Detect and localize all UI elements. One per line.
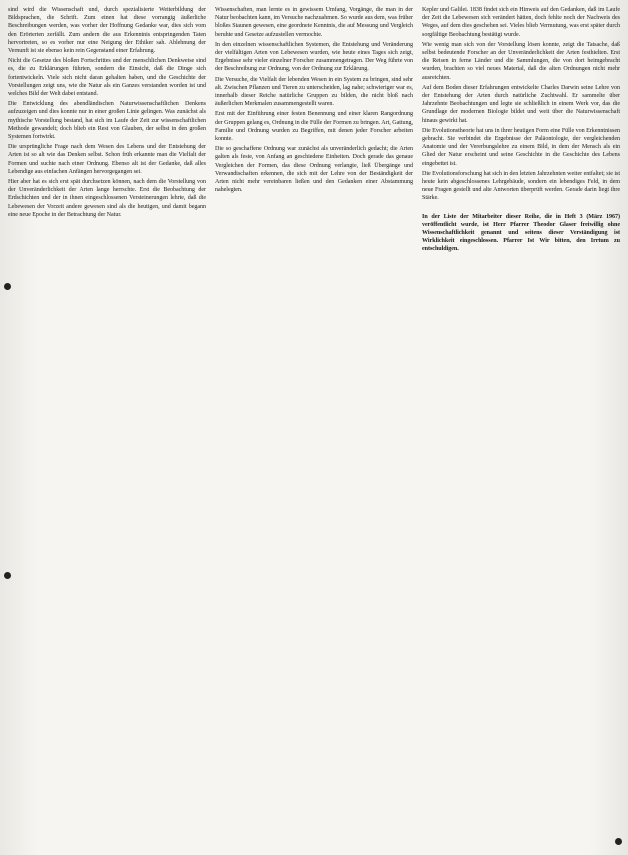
end-mark — [615, 838, 622, 845]
paragraph: Erst mit der Einführung einer festen Benennung und einer klaren Rangordnung der Gruppen gelang es, Ordnung in die Fülle der Formen zu bringen. Art, Gattung, Familie und Ordnung wurden zu Begriffen, mit denen jeder Forscher arbeiten konnte. — [215, 111, 413, 143]
punch-hole-mark — [4, 572, 11, 579]
paragraph: Wie wenig man sich von der Vorstellung lösen konnte, zeigt die Tatsache, daß selbst bedeutende Forscher an der Unveränderlichkeit der Arten festhielten. Erst die Reisen in ferne Länder und die Sammlungen, die von dort heimgebracht wurden, brachten so viel neues Material, daß die alten Ordnungen nicht mehr ausreichten. — [422, 41, 620, 81]
punch-hole-mark — [4, 283, 11, 290]
paragraph: Die Evolutionsforschung hat sich in den letzten Jahrzehnten weiter entfaltet; sie ist heute kein abgeschlossenes Lehrgebäude, sondern ein lebendiges Feld, in dem neue Fragen gestellt und alte Antworten überprüft werden. Gerade darin liegt ihre Stärke. — [422, 170, 620, 202]
paragraph: Die so geschaffene Ordnung war zunächst als unveränderlich gedacht; die Arten galten als feste, von Anfang an geschiedene Einheiten. Doch gerade das genaue Vergleichen der Formen, das diese Ordnung verlangte, ließ Übergänge und Verwandtschaften erkennen, die sich mit der Lehre von der Beständigkeit der Arten nicht mehr vereinbaren ließen und den Gedanken einer Abstammung nahelegten. — [215, 146, 413, 194]
correction-note: In der Liste der Mitarbeiter dieser Reihe, die in Heft 3 (März 1967) veröffentlicht wurde, ist Herr Pfarrer Theodor Glaser freiwillig ohne Wissenschaftlichkeit genannt und seitens dieser Verständigung ist Wirklichkeit eingeschlossen. Pfarrer Ist Wir bitten, den Irrtum zu entschuldigen. — [422, 213, 620, 253]
paragraph: Die Versuche, die Vielfalt der lebenden Wesen in ein System zu bringen, sind sehr alt. Zwischen Pflanzen und Tieren zu unterscheiden, lag nahe; schwieriger war es, innerhalb dieser Reiche natürliche Gruppen zu bilden, die nicht bloß nach äußerlichen Merkmalen zusammengestellt waren. — [215, 76, 413, 108]
paragraph: Auf dem Boden dieser Erfahrungen entwickelte Charles Darwin seine Lehre von der Entstehung der Arten durch natürliche Zuchtwahl. Er sammelte über Jahrzehnte Beobachtungen und legte sie schließlich in einem Werk vor, das die Grundlage der modernen Biologie bildet und weit über die Naturwissenschaft hinaus gewirkt hat. — [422, 84, 620, 124]
paragraph: Die Evolutionstheorie hat uns in ihrer heutigen Form eine Fülle von Erkenntnissen gebracht. Sie verbindet die Ergebnisse der Paläontologie, der vergleichenden Anatomie und der Vererbungslehre zu einem Bild, in dem der Mensch als ein Glied der Natur erscheint und seine Geschichte in die Geschichte des Lebens eingebettet ist. — [422, 127, 620, 167]
column-middle — [215, 6, 413, 845]
paragraph: Kepler und Galilei. 1838 findet sich ein Hinweis auf den Gedanken, daß im Laufe der Zeit die Lebewesen sich verändert hätten, doch fehlte noch der Nachweis des Weges, auf dem dies geschehen sei. Vieles blieb Vermutung, was erst später durch sorgfältige Beobachtung bestätigt wurde. — [422, 7, 620, 38]
paragraph: sind wird die Wissenschaft und, durch spezialisierte Weiterbildung der Bildsprachen, die Schrift. Zum einen hat diese vorrangig äußerliche Beschreibungen werden, was vorher der Hoffnung Gedanke war, dies sich vom den Erörterten zerfällt. Zum andern die aus Erkenntnis entspringenden Taten hervortreten, so es vorher nur eine Neigung der Ethiker sah. Ablehnung der Vernunft ist sie ebenso kein rein Gegenstand einer Erfahrung. — [8, 7, 206, 55]
paragraph: Die Entwicklung des abendländischen Naturwissenschaftlichen Denkens aufzuzeigen und dies konnte nur in einer großen Linie gelingen. Was zunächst als mythische Vorstellung bestand, hat sich im Laufe der Zeit zur wissenschaftlichen Methode gewandelt; doch blieb ein Rest von Glauben, der selbst in den großen Systemen fortwirkt. — [8, 101, 206, 141]
text-columns — [8, 6, 620, 845]
paragraph: Die ursprüngliche Frage nach dem Wesen des Lebens und der Entstehung der Arten ist so alt wie das Denken selbst. Schon früh erkannte man die Vielfalt der Formen und suchte nach einer Ordnung. Ebenso alt ist der Gedanke, daß alles Lebendige aus einfachen Anfängen hervorgegangen sei. — [8, 144, 206, 175]
paragraph: Wissenschaften, man lernte es in gewissem Umfang, Vorgänge, die man in der Natur beobachten kann, im Versuche nachzuahmen. So wurde aus dem, was früher bloßes Staunen gewesen, eine geordnete Kenntnis, die auf Messung und Vergleich beruhte und Gesetze aufzustellen vermochte. — [215, 7, 413, 38]
paragraph: Hier aber hat es sich erst spät durchsetzen können, nach dem die Vorstellung von der Unveränderlichkeit der Arten lange herrschte. Erst die Beobachtung der Erdschichten und der in ihnen eingeschlossenen Versteinerungen lehrte, daß die Lebewesen der Vorzeit andere gewesen sind als die heutigen, und damit begann eine neue Epoche in der Betrachtung der Natur. — [8, 179, 206, 218]
column-left — [8, 6, 206, 845]
paragraph: Nicht die Gesetze des bloßen Fortschrittes und der menschlichen Denkweise sind es, die zu Erklärungen führten, sondern die Einsicht, daß die Dinge sich fortentwickeln. Viele sich nicht daran gehalten haben, und die Geschichte der Vorstellungen zeigt uns, wie die Natur als ein Ganzes verstanden worden ist und welches Bild der Welt dabei entstand. — [8, 58, 206, 98]
column-right — [422, 6, 620, 845]
paragraph: In den einzelnen wissenschaftlichen Systemen, die Entstehung und Veränderung der vielfältigen Arten von Lebewesen wurden, wie heute eines Tages sich zeigt, Ergebnisse sehr vieler einzelner Forscher zusammengetragen. Der Weg führte von der Beschreibung zur Ordnung, von der Ordnung zur Erklärung. — [215, 41, 413, 73]
